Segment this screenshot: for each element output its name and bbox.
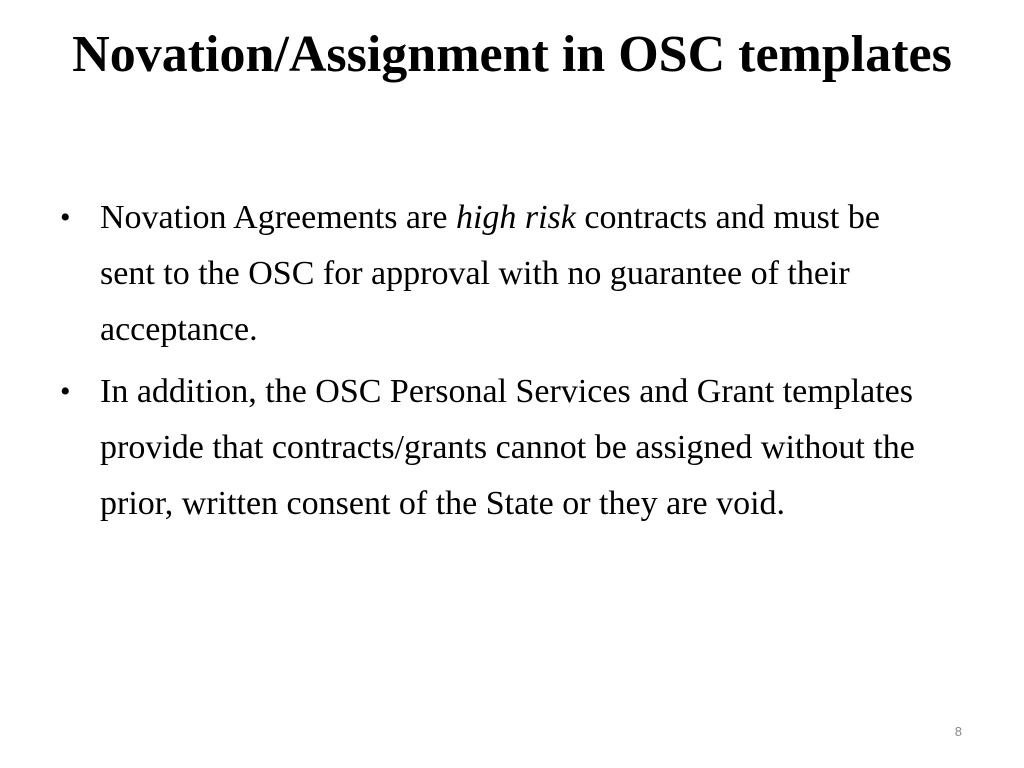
bullet-text: In addition, the OSC Personal Services and Grant templates provide that contracts/grants cannot be assigned without the prior, written consent of the State or they are void. — [100, 373, 915, 522]
bullet-icon: • — [60, 201, 71, 234]
bullet-text-emphasis: high risk — [455, 199, 576, 236]
bullet-item-assignment — [58, 364, 938, 532]
bullet-list — [58, 190, 938, 538]
page-number: 8 — [954, 724, 962, 739]
slide-title: Novation/Assignment in OSC templates — [72, 26, 952, 83]
bullet-icon: • — [60, 375, 71, 408]
bullet-text-before: Novation Agreements are — [100, 199, 456, 236]
bullet-item-novation — [58, 190, 938, 358]
bullet-text-after: contracts and must be sent to the OSC for approval with no guarantee of their acceptance. — [100, 199, 880, 348]
